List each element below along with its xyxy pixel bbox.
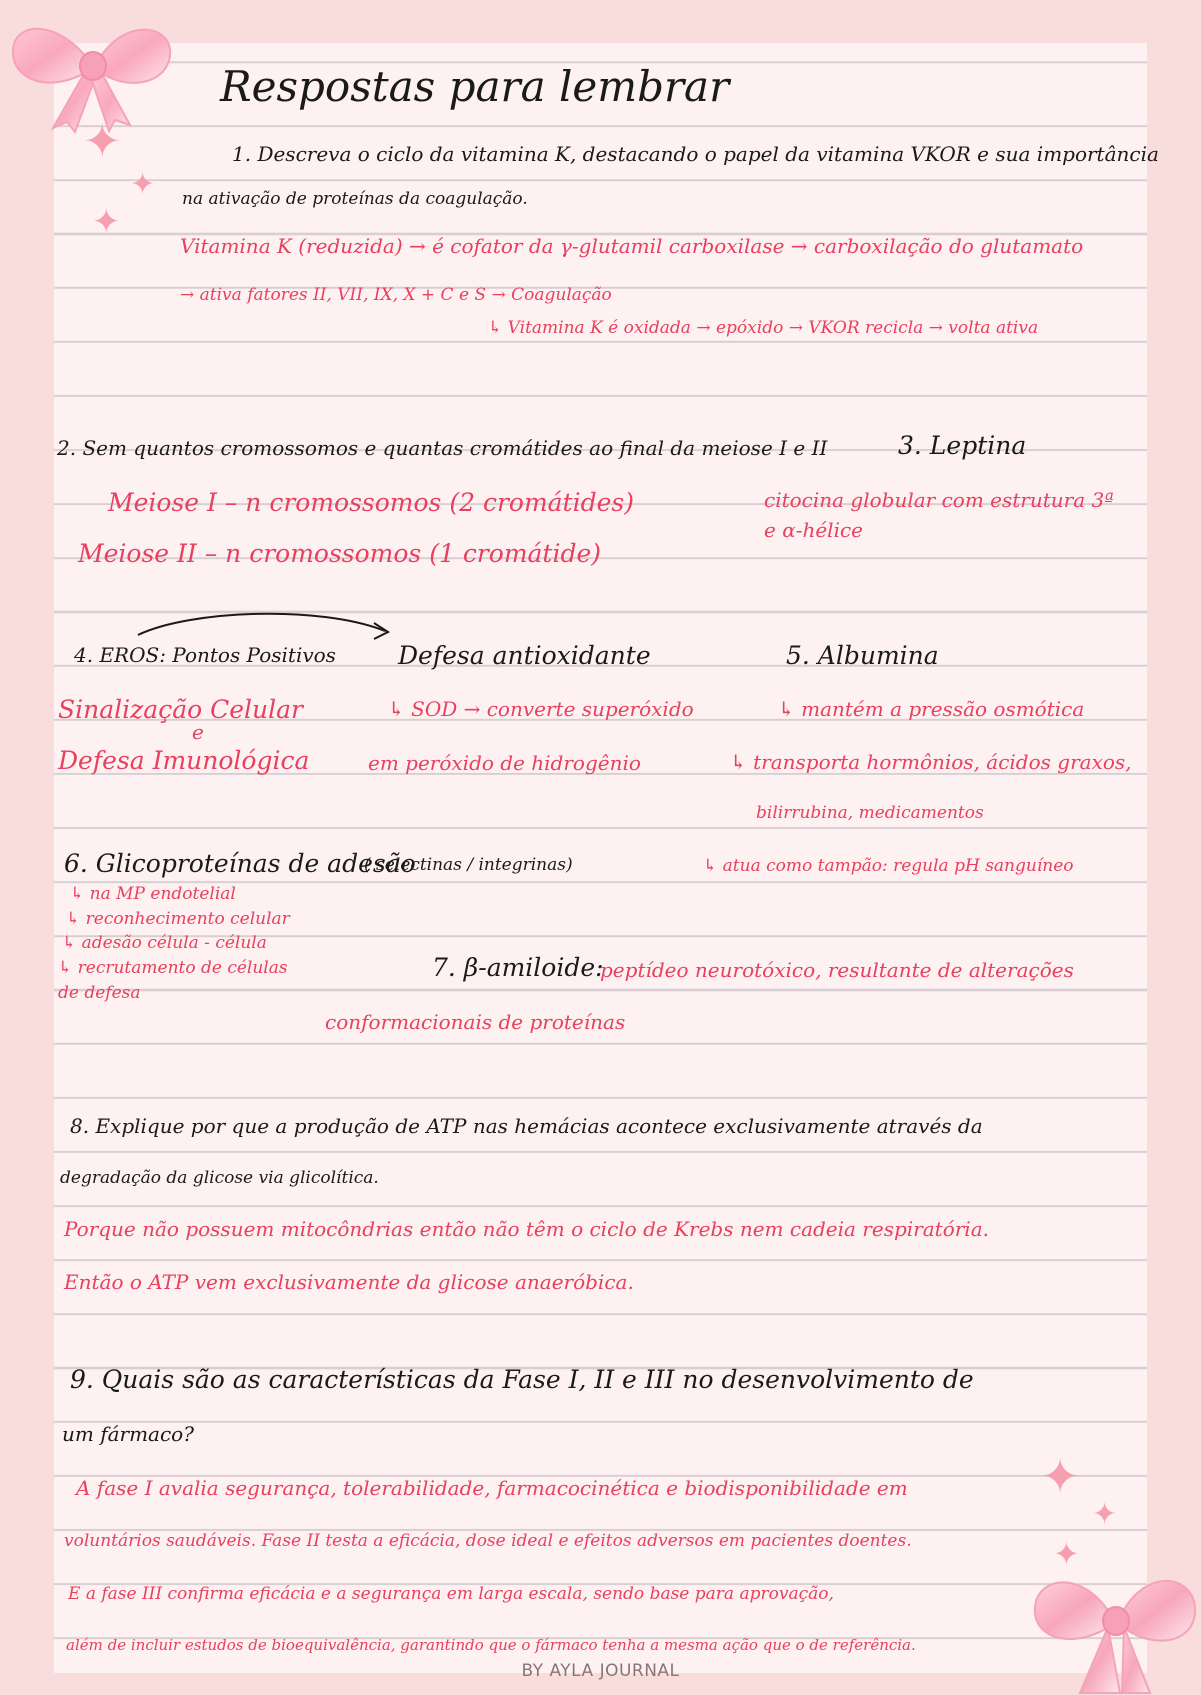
answer-4-line-2: Defesa Imunológica	[58, 746, 310, 775]
answer-1-line-1: Vitamina K (reduzida) → é cofator da γ-glutamil carboxilase → carboxilação do glutamato	[180, 234, 1084, 258]
answer-8-line-1: Porque não possuem mitocôndrias então não têm o ciclo de Krebs nem cadeia respiratória.	[64, 1217, 989, 1241]
question-4: 4. EROS: Pontos Positivos	[74, 643, 336, 667]
sparkle-icon: ✦	[83, 114, 122, 168]
answer-6-line-4: ↳ recrutamento de células	[58, 958, 288, 978]
answer-9-line-3: E a fase III confirma eficácia e a segurança em larga escala, sendo base para aprovação,	[68, 1584, 834, 1604]
answer-2-line-1: Meiose I – n cromossomos (2 cromátides)	[108, 488, 634, 517]
footer-credit: BY AYLA JOURNAL	[521, 1661, 680, 1681]
answer-3-line-2: e α-hélice	[764, 518, 864, 542]
answer-2-line-2: Meiose II – n cromossomos (1 cromátide)	[78, 539, 602, 568]
answer-4-conjunction: e	[192, 720, 204, 744]
sparkle-icon: ✦	[92, 202, 121, 242]
answer-6-line-2: ↳ reconhecimento celular	[66, 909, 290, 929]
question-9-line-2: um fármaco?	[62, 1422, 194, 1446]
answer-7-line-1: peptídeo neurotóxico, resultante de alterações	[600, 958, 1074, 982]
page-title: Respostas para lembrar	[220, 62, 730, 111]
question-4-extra: Defesa antioxidante	[398, 641, 651, 670]
answer-6-line-5: de defesa	[58, 983, 141, 1003]
question-1-line-2: na ativação de proteínas da coagulação.	[182, 189, 528, 209]
answer-7-line-2: conformacionais de proteínas	[325, 1010, 626, 1034]
answer-4-side-2: em peróxido de hidrogênio	[368, 751, 641, 775]
answer-1-line-2: → ativa fatores II, VII, IX, X + C e S → Coagulação	[180, 285, 612, 305]
sparkle-icon: ✦	[130, 167, 156, 202]
answer-9-line-2: voluntários saudáveis. Fase II testa a eficácia, dose ideal e efeitos adversos em pacientes doentes.	[64, 1531, 912, 1551]
answer-1-line-3: ↳ Vitamina K é oxidada → epóxido → VKOR recicla → volta ativa	[488, 318, 1039, 338]
sparkle-icon: ✦	[1092, 1497, 1118, 1532]
answer-6-line-3: ↳ adesão célula - célula	[62, 933, 267, 953]
question-8-line-2: degradação da glicose via glicolítica.	[60, 1168, 379, 1188]
answer-8-line-2: Então o ATP vem exclusivamente da glicose anaeróbica.	[64, 1270, 634, 1294]
arrow-icon	[130, 605, 400, 645]
answer-9-line-1: A fase I avalia segurança, tolerabilidade, farmacocinética e biodisponibilidade em	[76, 1476, 908, 1500]
answer-5-line-1: ↳ mantém a pressão osmótica	[778, 697, 1085, 721]
answer-5-line-3: bilirrubina, medicamentos	[756, 803, 984, 823]
question-9-line-1: 9. Quais são as características da Fase I, II e III no desenvolvimento de	[70, 1365, 974, 1394]
answer-3-line-1: citocina globular com estrutura 3ª	[764, 488, 1114, 512]
question-6-detail: ( selectinas / integrinas)	[364, 855, 573, 875]
question-7: 7. β-amiloide:	[432, 953, 604, 982]
question-8-line-1: 8. Explique por que a produção de ATP nas hemácias acontece exclusivamente através da	[70, 1114, 983, 1138]
answer-5-line-2: ↳ transporta hormônios, ácidos graxos,	[730, 750, 1132, 774]
answer-5-line-4: ↳ atua como tampão: regula pH sanguíneo	[703, 856, 1074, 876]
question-2: 2. Sem quantos cromossomos e quantas cromátides ao final da meiose I e II	[57, 436, 828, 460]
question-6: 6. Glicoproteínas de adesão	[64, 849, 416, 878]
answer-4-side-1: ↳ SOD → converte superóxido	[388, 697, 694, 721]
question-3: 3. Leptina	[898, 431, 1027, 460]
answer-6-line-1: ↳ na MP endotelial	[70, 884, 236, 904]
answer-4-line-1: Sinalização Celular	[58, 695, 303, 724]
answer-9-line-4: além de incluir estudos de bioequivalência, garantindo que o fármaco tenha a mesma ação que o de referência.	[66, 1636, 916, 1654]
question-1-line-1: 1. Descreva o ciclo da vitamina K, destacando o papel da vitamina VKOR e sua importância	[232, 142, 1159, 166]
sparkle-icon: ✦	[1053, 1535, 1080, 1573]
question-5: 5. Albumina	[786, 641, 939, 670]
sparkle-icon: ✦	[1040, 1449, 1081, 1505]
